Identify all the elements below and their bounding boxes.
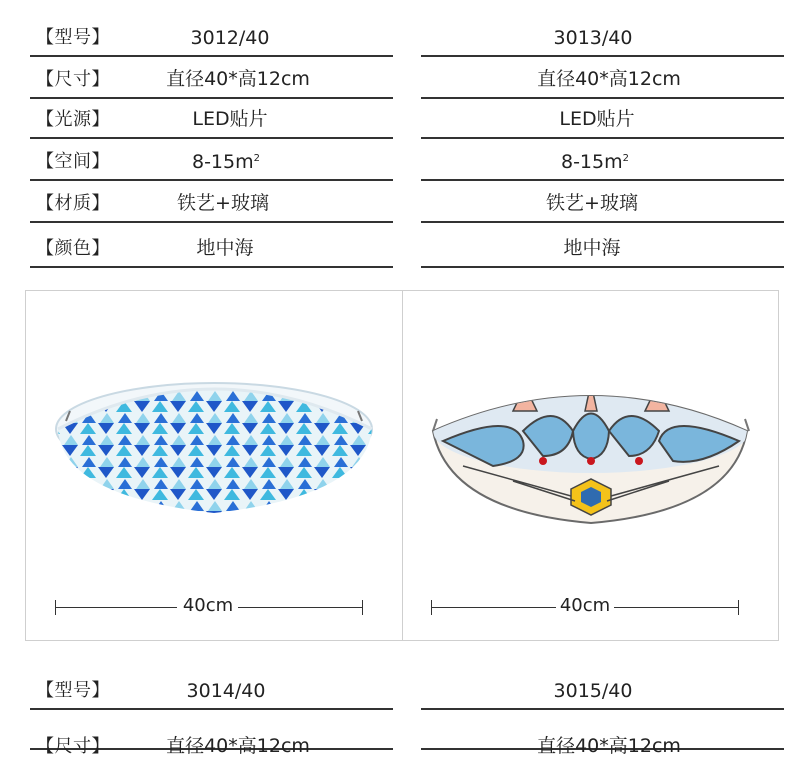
spec-value-size-right: 直径40*高12cm <box>537 68 681 90</box>
spec-label-model: 【型号】 <box>36 27 110 48</box>
space-value-text-right: 8-15m <box>560 151 623 173</box>
spec-row-size-right <box>421 59 784 99</box>
spec-value-model-left: 3012/40 <box>190 27 270 49</box>
spec-value-color-right: 地中海 <box>563 237 621 259</box>
spec-row-material <box>30 183 393 223</box>
spec-row-model-right <box>421 17 784 57</box>
dim-tick-end <box>738 600 739 615</box>
dim-line-left-segment <box>431 607 556 608</box>
photo-tiffany-lamp <box>403 291 779 640</box>
dimension-indicator-left <box>26 591 402 621</box>
spec-row-space <box>30 141 393 181</box>
spec-value-light-left: LED贴片 <box>192 108 268 130</box>
dimension-label: 40cm <box>559 595 611 616</box>
spec-row-model <box>30 17 393 57</box>
spec-row-light <box>30 99 393 139</box>
dim-line-left-segment <box>55 607 177 608</box>
spec-row-color-right <box>421 228 784 268</box>
spec-row-light-right <box>421 99 784 139</box>
spec-label-size: 【尺寸】 <box>36 736 110 757</box>
spec-row-color <box>30 228 393 268</box>
spec-value-light-right: LED贴片 <box>559 108 635 130</box>
spec-table-top <box>0 0 790 270</box>
space-unit-sup-right: 2 <box>622 153 630 164</box>
mosaic-ceiling-lamp-icon <box>26 291 402 640</box>
dim-tick-end <box>362 600 363 615</box>
spec-row-size <box>30 710 393 757</box>
spec-value-model-right: 3013/40 <box>553 27 633 49</box>
space-value-text: 8-15m <box>191 151 254 173</box>
spec-label-space: 【空间】 <box>36 151 110 172</box>
dimension-label: 40cm <box>182 595 234 616</box>
spec-value-size-left: 直径40*高12cm <box>166 68 310 90</box>
spec-value-model-left: 3014/40 <box>186 680 266 702</box>
product-photo-panel <box>25 290 779 641</box>
spec-row-material-right <box>421 183 784 223</box>
spec-value-model-right: 3015/40 <box>553 680 633 702</box>
spec-value-size-right: 直径40*高12cm <box>537 735 681 757</box>
spec-row-model <box>30 670 393 710</box>
spec-row-space-right <box>421 141 784 181</box>
spec-value-space-left <box>192 151 260 173</box>
dim-line-right-segment <box>614 607 738 608</box>
spec-table-bottom <box>0 670 790 757</box>
spec-value-material-left: 铁艺+玻璃 <box>177 192 269 214</box>
spec-value-size-left: 直径40*高12cm <box>166 735 310 757</box>
dimension-indicator-right <box>403 591 779 621</box>
spec-label-size: 【尺寸】 <box>36 69 110 90</box>
spec-label-material: 【材质】 <box>36 193 110 214</box>
photo-mosaic-lamp <box>26 291 402 640</box>
spec-value-color-left: 地中海 <box>196 237 254 259</box>
spec-value-material-right: 铁艺+玻璃 <box>546 192 638 214</box>
spec-label-light: 【光源】 <box>36 109 110 130</box>
spec-row-size-right <box>421 710 784 757</box>
dim-line-right-segment <box>238 607 362 608</box>
spec-label-color: 【颜色】 <box>36 238 110 259</box>
spec-row-size <box>30 59 393 99</box>
space-unit-sup: 2 <box>253 153 261 164</box>
spec-label-model: 【型号】 <box>36 680 110 701</box>
tiffany-ceiling-lamp-icon <box>403 291 779 640</box>
spec-row-model-right <box>421 670 784 710</box>
spec-value-space-right <box>561 151 629 173</box>
